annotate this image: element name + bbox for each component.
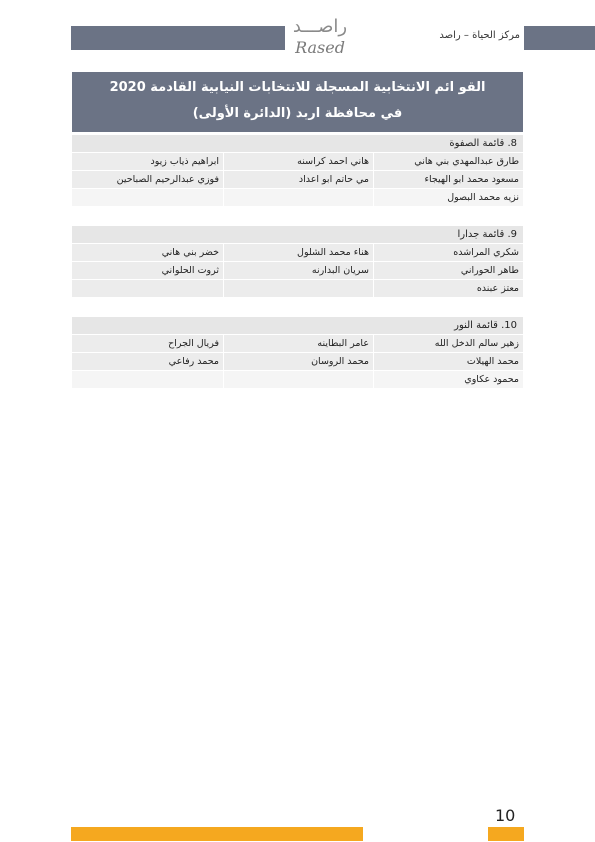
candidate-cell: نزيه محمد البصول [373, 189, 523, 207]
logo-arabic: راصـــد [292, 16, 348, 37]
candidate-cell: ابراهيم ذياب زيود [72, 153, 223, 171]
header-organization: مركز الحياة – راصد [439, 30, 520, 41]
candidate-cell: معتز عبنده [373, 280, 523, 298]
candidate-cell [223, 189, 373, 207]
candidate-cell: فريال الجراح [72, 335, 223, 353]
candidate-cell: فوزي عبدالرحيم الصباحين [72, 171, 223, 189]
footer-bar-right [488, 827, 524, 841]
list-block [72, 135, 523, 207]
page-number: 10 [495, 806, 516, 825]
candidate-cell: سريان البدارنه [223, 262, 373, 280]
candidate-cell: هاني احمد كراسنه [223, 153, 373, 171]
candidate-cell: مسعود محمد ابو الهيجاء [373, 171, 523, 189]
list-heading: 10. قائمة النور [72, 317, 523, 335]
title-line-1: القو ائم الانتخابية المسجلة للانتخابات النيابية القادمة 2020 [109, 80, 486, 95]
candidate-cell [72, 371, 223, 389]
list-heading: 8. قائمة الصفوة [72, 135, 523, 153]
table-row [72, 189, 523, 207]
footer-bar-left [71, 827, 363, 841]
header-bar-right [524, 26, 595, 50]
list-block [72, 317, 523, 389]
table-row [72, 262, 523, 280]
candidate-cell [72, 280, 223, 298]
candidate-cell [223, 371, 373, 389]
candidate-cell: طاهر الحوراني [373, 262, 523, 280]
header-bar-left [71, 26, 285, 50]
candidate-cell [72, 189, 223, 207]
candidate-cell: ثروت الحلواني [72, 262, 223, 280]
candidate-cell: عامر البطاينه [223, 335, 373, 353]
candidate-cell: زهير سالم الدخل الله [373, 335, 523, 353]
candidate-cell [223, 280, 373, 298]
table-row [72, 153, 523, 171]
list-block [72, 226, 523, 298]
rased-logo [287, 14, 353, 60]
candidate-cell: محمد الهيلات [373, 353, 523, 371]
table-row [72, 244, 523, 262]
list-heading: 9. قائمة جدارا [72, 226, 523, 244]
candidate-cell: محمد الروسان [223, 353, 373, 371]
candidate-cell: طارق عبدالمهدي بني هاني [373, 153, 523, 171]
candidate-cell: محمود عكاوي [373, 371, 523, 389]
candidate-cell: محمد رفاعي [72, 353, 223, 371]
candidate-cell: شكري المراشده [373, 244, 523, 262]
table-row [72, 171, 523, 189]
candidate-cell: هناء محمد الشلول [223, 244, 373, 262]
table-row [72, 280, 523, 298]
logo-english: Rased [295, 38, 345, 57]
candidate-cell: مي حاتم ابو اعداد [223, 171, 373, 189]
table-row [72, 353, 523, 371]
title-box [72, 72, 523, 132]
table-row [72, 335, 523, 353]
table-row [72, 371, 523, 389]
candidate-cell: خضر بني هاني [72, 244, 223, 262]
title-line-2: في محافظة اربد (الدائرة الأولى) [192, 106, 403, 121]
